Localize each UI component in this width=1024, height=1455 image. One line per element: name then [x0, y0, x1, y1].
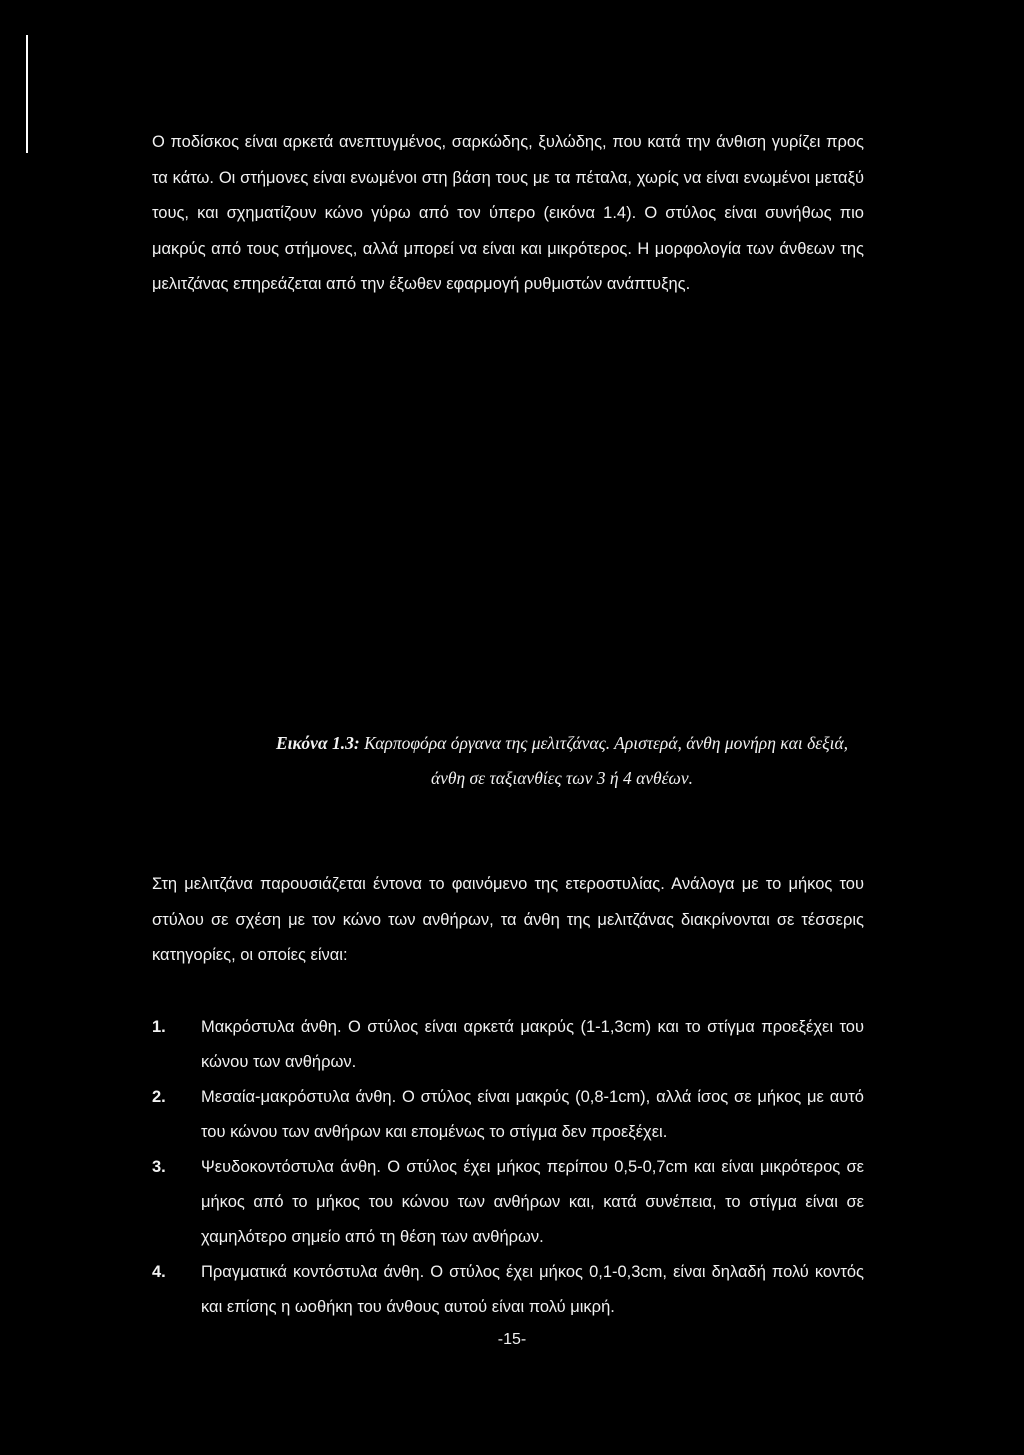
list-item [152, 1080, 864, 1150]
paragraph-peduncle: Ο ποδίσκος είναι αρκετά ανεπτυγμένος, σαρκώδης, ξυλώδης, που κατά την άνθιση γυρίζει προς τα κάτω. Οι στήμονες είναι ενωμένοι στη βάση τους με τα πέταλα, χωρίς να είναι ενωμένοι μεταξύ τους, και σχηματίζουν κώνο γύρω από τον ύπερο (εικόνα 1.4). Ο στύλος είναι συνήθως πιο μακρύς από τους στήμονες, αλλά μπορεί να είναι και μικρότερος. Η μορφολογία των άνθεων της μελιτζάνας επηρεάζεται από την έξωθεν εφαρμογή ρυθμιστών ανάπτυξης. [152, 133, 864, 294]
list-item [152, 1255, 864, 1325]
left-margin-line [26, 35, 28, 153]
list-number: 4. [152, 1263, 166, 1281]
list-text: Μακρόστυλα άνθη. Ο στύλος είναι αρκετά μακρύς (1-1,3cm) και το στίγμα προεξέχει του κώνου των ανθήρων. [201, 1018, 864, 1071]
list-item [152, 1010, 864, 1080]
page-number: -15- [497, 1331, 527, 1348]
caption-label: Εικόνα 1.3: [275, 733, 360, 753]
caption-text: Καρποφόρα όργανα της μελιτζάνας. Αριστερά, άνθη μονήρη και δεξιά, άνθη σε ταξιανθίες των 3 ή 4 ανθέων. [364, 733, 849, 788]
list-text: Μεσαία-μακρόστυλα άνθη. Ο στύλος είναι μακρύς (0,8-1cm), αλλά ίσος σε μήκος με αυτό του κώνου των ανθήρων και επομένως το στίγμα δεν προεξέχει. [201, 1088, 864, 1141]
flower-categories-list [152, 1010, 864, 1325]
list-text: Πραγματικά κοντόστυλα άνθη. Ο στύλος έχει μήκος 0,1-0,3cm, είναι δηλαδή πολύ κοντός και επίσης η ωοθήκη του άνθους αυτού είναι πολύ μικρή. [201, 1263, 864, 1316]
figure-caption [260, 726, 864, 796]
list-number: 3. [152, 1158, 166, 1176]
list-number: 2. [152, 1088, 166, 1106]
paragraph-heterostyly: Στη μελιτζάνα παρουσιάζεται έντονα το φαινόμενο της ετεροστυλίας. Ανάλογα με το μήκος του στύλου σε σχέση με τον κώνο των ανθήρων, τα άνθη της μελιτζάνας διακρίνονται σε τέσσερις κατηγορίες, οι οποίες είναι: [152, 875, 864, 965]
list-number: 1. [152, 1018, 166, 1036]
list-item [152, 1150, 864, 1255]
list-text: Ψευδοκοντόστυλα άνθη. Ο στύλος έχει μήκος περίπου 0,5-0,7cm και είναι μικρότερος σε μήκος από το μήκος του κώνου των ανθήρων και, κατά συνέπεια, το στίγμα είναι σε χαμηλότερο σημείο από τη θέση των ανθήρων. [201, 1158, 864, 1246]
